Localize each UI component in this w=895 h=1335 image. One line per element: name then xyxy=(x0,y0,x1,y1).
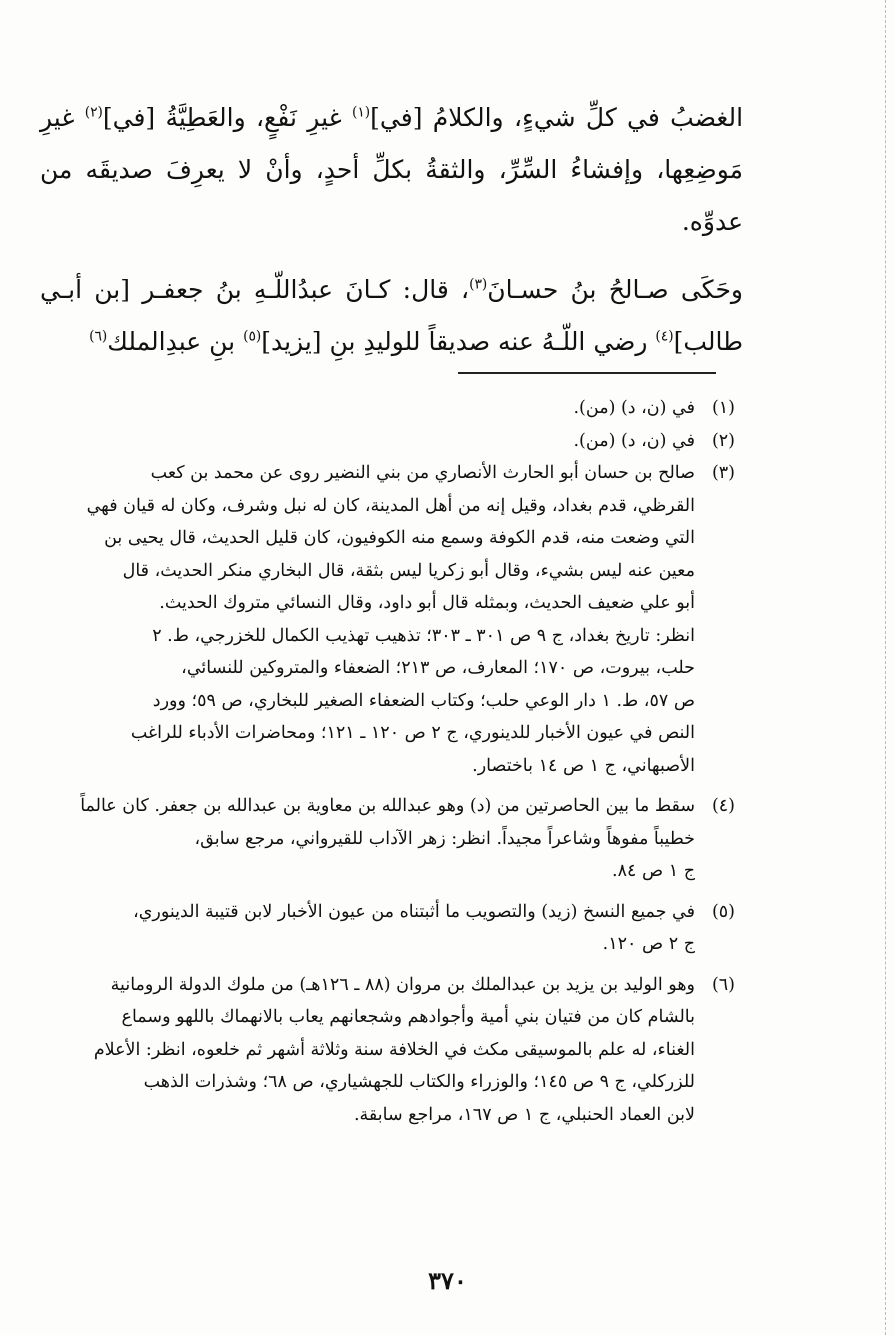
footnotes xyxy=(44,392,735,1131)
footnote-line: وهو الوليد بن يزيد بن عبدالملك بن مروان (٨٨ ـ ١٢٦هـ) من ملوك الدولة الرومانية xyxy=(110,974,695,995)
footnote-text xyxy=(44,457,695,782)
footnote-ref-1: (١) xyxy=(352,104,371,121)
footnote-number: (٣) xyxy=(711,463,735,483)
footnote-1 xyxy=(44,392,735,425)
footnote-line: بالشام كان من فتيان بني أمية وأجوادهم وشجعانهم يعاب بالانهماك باللهو وسماع xyxy=(121,1007,695,1027)
footnote-number: (٦) xyxy=(711,974,735,995)
footnote-ref-2: (٢) xyxy=(84,104,103,121)
footnote-ref-6: (٦) xyxy=(89,328,108,345)
footnote-ref-3: (٣) xyxy=(469,276,488,293)
footnote-line: ج ٢ ص ١٢٠. xyxy=(602,934,695,954)
main-text xyxy=(40,92,743,368)
footnote-separator xyxy=(458,372,716,374)
paragraph-2-part-a: وحَكَى صـالحُ بنُ حسـانَ xyxy=(487,275,744,304)
footnote-6 xyxy=(44,969,735,1132)
footnote-line: ج ١ ص ٨٤. xyxy=(612,861,695,881)
footnote-text xyxy=(44,425,695,458)
footnote-line: أبو علي ضعيف الحديث، وبمثله قال أبو داود، وقال النسائي متروك الحديث. xyxy=(159,593,695,613)
paragraph-1-part-c: غيرِ مَوضِعِها، وإفشاءُ السِّرِّ، والثقةُ بكلِّ أحدٍ، وأنْ لا يعرِفَ صديقَه من عدوِّه. xyxy=(40,103,743,236)
paragraph-1-part-b: غيرِ نَفْعٍ، والعَطِيَّةُ [في] xyxy=(102,103,353,132)
footnote-line: التي وضعت منه، قدم الكوفة وسمع منه الكوفيون، كان قليل الحديث، قال يحيى بن xyxy=(104,528,695,548)
footnote-line: صالح بن حسان أبو الحارث الأنصاري من بني النضير روى عن محمد بن كعب xyxy=(150,463,695,483)
footnote-text xyxy=(44,790,695,888)
footnote-ref-5: (٥) xyxy=(243,328,262,345)
page-number: ٣٧٠ xyxy=(428,1266,467,1295)
footnote-line: في جميع النسخ (زيد) والتصويب ما أثبتناه من عيون الأخبار لابن قتيبة الدينوري، xyxy=(133,901,695,922)
footnote-line: النص في عيون الأخبار للدينوري، ج ٢ ص ١٢٠ ـ ١٢١؛ ومحاضرات الأدباء للراغب xyxy=(130,723,695,743)
footnote-line: في (ن، د) (من). xyxy=(573,430,695,451)
footnote-number: (٥) xyxy=(711,901,735,922)
footnote-text xyxy=(44,392,695,425)
scan-edge-line xyxy=(885,0,886,1335)
footnote-line: خطيباً مفوهاً وشاعراً مجيداً. انظر: زهر الآداب للقيرواني، مرجع سابق، xyxy=(194,828,695,849)
footnote-line: لابن العماد الحنبلي، ج ١ ص ١٦٧، مراجع سابقة. xyxy=(353,1104,695,1125)
footnote-line: الأصبهاني، ج ١ ص ١٤ باختصار. xyxy=(472,755,695,776)
paragraph-2-part-d: بنِ عبدِالملك xyxy=(107,327,244,356)
paragraph-2-part-b: ، قال: كـانَ عبدُاللّـهِ بنُ جعفـر [بن أبـي طالب] xyxy=(40,275,743,356)
footnote-number: (١) xyxy=(711,398,735,418)
paragraph-2 xyxy=(40,264,743,368)
footnote-line: في (ن، د) (من). xyxy=(573,398,695,418)
footnote-line: للزركلي، ج ٩ ص ١٤٥؛ والوزراء والكتاب للجهشياري، ص ٦٨؛ وشذرات الذهب xyxy=(143,1072,695,1092)
footnote-line: ص ٥٧، ط. ١ دار الوعي حلب؛ وكتاب الضعفاء الصغير للبخاري، ص ٥٩؛ وورد xyxy=(152,690,695,711)
paragraph-1 xyxy=(40,92,743,248)
footnote-number: (٢) xyxy=(711,430,735,451)
footnote-line: حلب، بيروت، ص ١٧٠؛ المعارف، ص ٢١٣؛ الضعفاء والمتروكين للنسائي، xyxy=(181,658,695,678)
footnote-line: معين عنه ليس بشيء، وقال أبو زكريا ليس بثقة، قال البخاري منكر الحديث، قال xyxy=(122,560,695,581)
footnote-5 xyxy=(44,896,735,961)
footnote-line: سقط ما بين الحاصرتين من (د) وهو عبدالله بن معاوية بن عبدالله بن جعفر. كان عالماً xyxy=(80,796,695,816)
footnote-ref-4: (٤) xyxy=(655,328,674,345)
footnote-2 xyxy=(44,425,735,458)
footnote-3 xyxy=(44,457,735,782)
footnote-line: القرظي، قدم بغداد، وقيل إنه من أهل المدينة، كان له نبل وشرف، وكان له قيان فهي xyxy=(86,495,695,516)
footnote-text xyxy=(44,896,695,961)
paragraph-2-part-c: رضي اللّـهُ عنه صديقاً للوليدِ بنِ [يزيد] xyxy=(261,327,656,356)
footnote-4 xyxy=(44,790,735,888)
footnote-line: انظر: تاريخ بغداد، ج ٩ ص ٣٠١ ـ ٣٠٣؛ تذهيب تهذيب الكمال للخزرجي، ط. ٢ xyxy=(152,625,695,646)
footnote-number: (٤) xyxy=(711,796,735,816)
footnote-line: الغناء، له علم بالموسيقى مكث في الخلافة سنة وثلاثة أشهر ثم خلعوه، انظر: الأعلام xyxy=(93,1039,695,1060)
paragraph-1-part-a: الغضبُ في كلِّ شيءٍ، والكلامُ [في] xyxy=(370,103,744,132)
footnote-text xyxy=(44,969,695,1132)
